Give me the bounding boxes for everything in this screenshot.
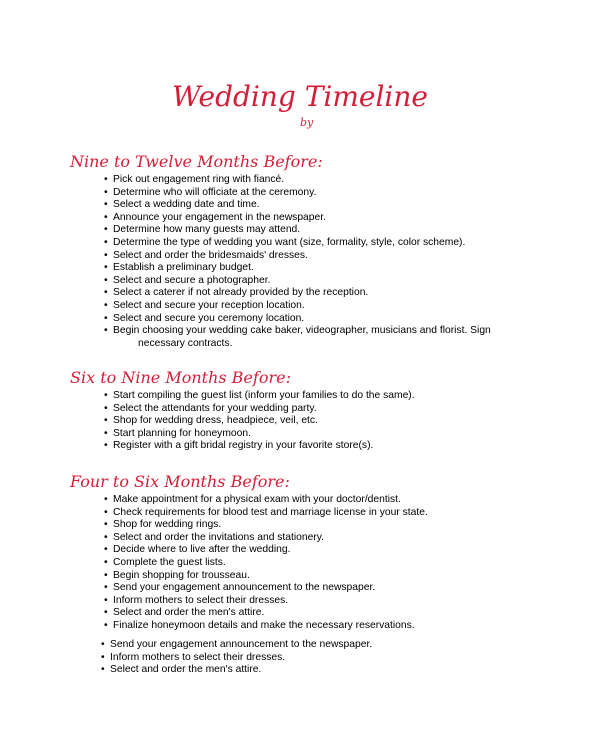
list-item [104,325,544,350]
list-item: • Send your engagement announcement to the newspaper. [104,582,544,595]
list-item: • Select a wedding date and time. [104,199,544,212]
list-item: • Select and secure your reception location. [104,300,544,313]
list-item: • Begin shopping for trousseau. [104,570,544,583]
section-list-four-to-six [104,494,544,633]
list-item: • Select and order the men's attire. [104,607,544,620]
list-item: • Select and secure you ceremony location. [104,313,544,326]
list-item: • Inform mothers to select their dresses. [101,652,541,665]
list-item: • Check requirements for blood test and marriage license in your state. [104,507,544,520]
list-item: • Select and secure a photographer. [104,275,544,288]
list-item: • Announce your engagement in the newspaper. [104,212,544,225]
list-item: • Inform mothers to select their dresses. [104,595,544,608]
section-heading-nine-to-twelve: Nine to Twelve Months Before: [70,152,323,171]
list-item: • Establish a preliminary budget. [104,262,544,275]
list-item: • Determine who will officiate at the ceremony. [104,187,544,200]
list-item: • Decide where to live after the wedding. [104,544,544,557]
list-item: • Shop for wedding rings. [104,519,544,532]
byline: by [300,116,314,129]
section-list-six-to-nine [104,390,544,453]
section-list-four-to-six-extra [101,639,541,677]
list-item: • Select a caterer if not already provided by the reception. [104,287,544,300]
list-item: • Finalize honeymoon details and make the necessary reservations. [104,620,544,633]
list-item: • Complete the guest lists. [104,557,544,570]
list-item-line: Begin choosing your wedding cake baker, videographer, musicians and florist. Sign [113,325,491,337]
list-item: • Determine how many guests may attend. [104,224,544,237]
list-item: • Send your engagement announcement to the newspaper. [101,639,541,652]
list-item-continuation: necessary contracts. [138,337,233,349]
list-item: • Select the attendants for your wedding party. [104,403,544,416]
list-item: • Shop for wedding dress, headpiece, veil, etc. [104,415,544,428]
list-item: • Select and order the bridesmaids' dresses. [104,250,544,263]
list-item: • Register with a gift bridal registry in your favorite store(s). [104,440,544,453]
list-item: • Start compiling the guest list (inform your families to do the same). [104,390,544,403]
section-list-nine-to-twelve [104,174,544,350]
list-item: • Select and order the men's attire. [101,664,541,677]
list-item: • Determine the type of wedding you want (size, formality, style, color scheme). [104,237,544,250]
list-item: • Select and order the invitations and stationery. [104,532,544,545]
section-heading-six-to-nine: Six to Nine Months Before: [70,368,291,387]
list-item: • Make appointment for a physical exam with your doctor/dentist. [104,494,544,507]
list-item: • Start planning for honeymoon. [104,428,544,441]
page-title: Wedding Timeline [172,80,428,113]
section-heading-four-to-six: Four to Six Months Before: [70,472,290,491]
list-item: • Pick out engagement ring with fiancé. [104,174,544,187]
